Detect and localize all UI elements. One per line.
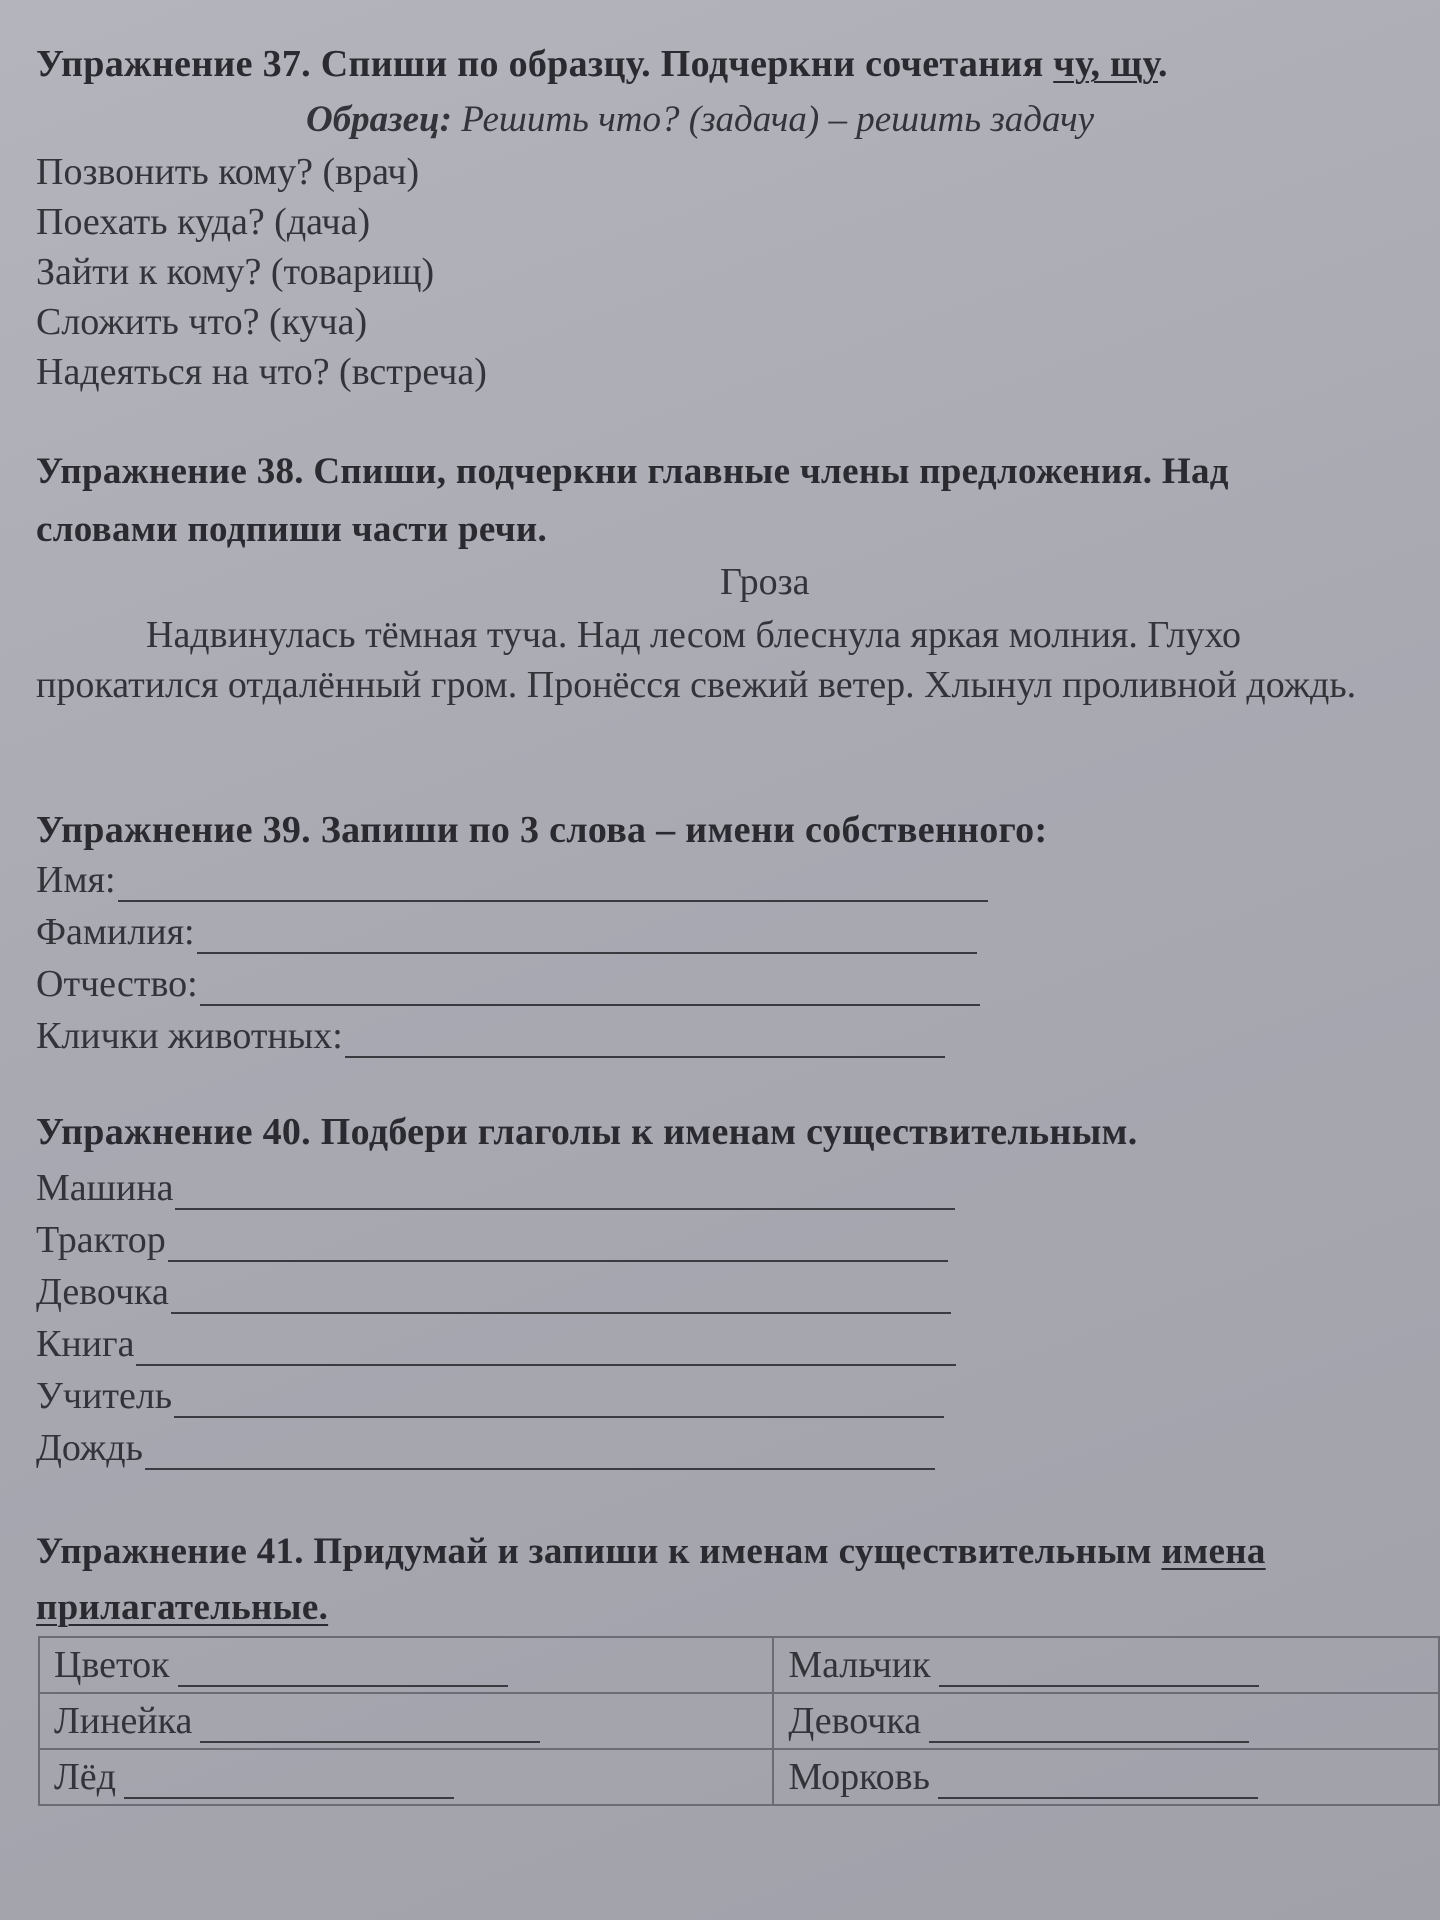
noun-label: Линейка bbox=[54, 1700, 193, 1742]
exercise-40-row bbox=[36, 1322, 956, 1366]
exercise-37-item: Зайти к кому? (товарищ) bbox=[36, 251, 435, 293]
field-label: Клички животных: bbox=[36, 1015, 343, 1057]
exercise-40-row bbox=[36, 1270, 951, 1314]
exercise-37-item: Надеяться на что? (встреча) bbox=[36, 351, 487, 393]
table-row bbox=[39, 1749, 1439, 1805]
story-heading: Гроза bbox=[720, 561, 810, 603]
table-cell bbox=[39, 1693, 773, 1749]
exercise-41-underlined-word: имена bbox=[1161, 1531, 1266, 1572]
exercise-37-item: Сложить что? (куча) bbox=[36, 301, 368, 343]
table-row bbox=[39, 1637, 1439, 1693]
exercise-41-instruction: Упражнение 41. Придумай и запиши к именам существительным bbox=[36, 1531, 1162, 1572]
answer-blank[interactable] bbox=[938, 1767, 1258, 1799]
exercise-39-title: Упражнение 39. Запиши по 3 слова – имени собственного: bbox=[36, 809, 1048, 851]
answer-blank[interactable] bbox=[168, 1226, 948, 1262]
table-row bbox=[39, 1693, 1439, 1749]
exercise-39-row bbox=[36, 858, 988, 902]
noun-label: Морковь bbox=[788, 1756, 930, 1798]
story-text: Надвинулась тёмная туча. Над лесом блеснула яркая молния. Глухо прокатился отдалённый гром. Пронёсся свежий ветер. Хлынул проливной дождь. bbox=[36, 614, 1357, 706]
exercise-37-title-end: . bbox=[1157, 43, 1168, 85]
noun-label: Дождь bbox=[36, 1427, 143, 1469]
table-cell bbox=[773, 1693, 1439, 1749]
noun-label: Трактор bbox=[36, 1219, 166, 1261]
noun-label: Книга bbox=[36, 1323, 135, 1365]
exercise-40-row bbox=[36, 1218, 948, 1262]
answer-blank[interactable] bbox=[178, 1655, 508, 1687]
adjectives-table bbox=[38, 1636, 1440, 1806]
exercise-41-title-line-2: прилагательные. bbox=[36, 1587, 329, 1628]
exercise-37-title bbox=[36, 42, 1168, 86]
exercise-40-row bbox=[36, 1426, 935, 1470]
answer-blank[interactable] bbox=[345, 1022, 945, 1058]
answer-blank[interactable] bbox=[124, 1767, 454, 1799]
exercise-37-underlined-letters: чу, щу bbox=[1053, 43, 1158, 85]
exercise-40-title: Упражнение 40. Подбери глаголы к именам существительным. bbox=[36, 1111, 1138, 1153]
answer-blank[interactable] bbox=[175, 1174, 955, 1210]
answer-blank[interactable] bbox=[145, 1434, 935, 1470]
table-cell bbox=[773, 1637, 1439, 1693]
noun-label: Машина bbox=[36, 1167, 174, 1209]
field-label: Фамилия: bbox=[36, 911, 195, 953]
exercise-41-title bbox=[36, 1530, 1266, 1573]
sample-label: Образец: bbox=[306, 99, 452, 140]
noun-label: Девочка bbox=[788, 1700, 922, 1742]
exercise-38-title-line-1: Упражнение 38. Спиши, подчеркни главные члены предложения. Над bbox=[36, 451, 1229, 492]
answer-blank[interactable] bbox=[197, 918, 977, 954]
exercise-38-title-line-2: словами подпиши части речи. bbox=[36, 509, 548, 550]
noun-label: Девочка bbox=[36, 1271, 169, 1313]
answer-blank[interactable] bbox=[929, 1711, 1249, 1743]
answer-blank[interactable] bbox=[136, 1330, 956, 1366]
field-label: Отчество: bbox=[36, 963, 198, 1005]
answer-blank[interactable] bbox=[200, 1711, 540, 1743]
table-cell bbox=[773, 1749, 1439, 1805]
answer-blank[interactable] bbox=[200, 970, 980, 1006]
exercise-39-row bbox=[36, 1014, 945, 1058]
exercise-37-instruction: Упражнение 37. Спиши по образцу. Подчеркни сочетания bbox=[36, 43, 1054, 85]
exercise-39-row bbox=[36, 962, 980, 1006]
exercise-39-row bbox=[36, 910, 977, 954]
answer-blank[interactable] bbox=[174, 1382, 944, 1418]
exercise-37-item: Поехать куда? (дача) bbox=[36, 201, 371, 243]
sample-text: Решить что? (задача) – решить задачу bbox=[451, 99, 1095, 140]
exercise-40-row bbox=[36, 1374, 944, 1418]
noun-label: Учитель bbox=[36, 1375, 173, 1417]
exercise-37-sample bbox=[306, 98, 1094, 141]
answer-blank[interactable] bbox=[118, 866, 988, 902]
table-cell bbox=[39, 1637, 773, 1693]
noun-label: Цветок bbox=[54, 1644, 170, 1686]
exercise-37-item: Позвонить кому? (врач) bbox=[36, 151, 420, 193]
table-cell bbox=[39, 1749, 773, 1805]
exercise-40-row bbox=[36, 1166, 955, 1210]
answer-blank[interactable] bbox=[939, 1655, 1259, 1687]
field-label: Имя: bbox=[36, 859, 116, 901]
noun-label: Лёд bbox=[54, 1756, 116, 1798]
answer-blank[interactable] bbox=[171, 1278, 951, 1314]
noun-label: Мальчик bbox=[788, 1644, 931, 1686]
